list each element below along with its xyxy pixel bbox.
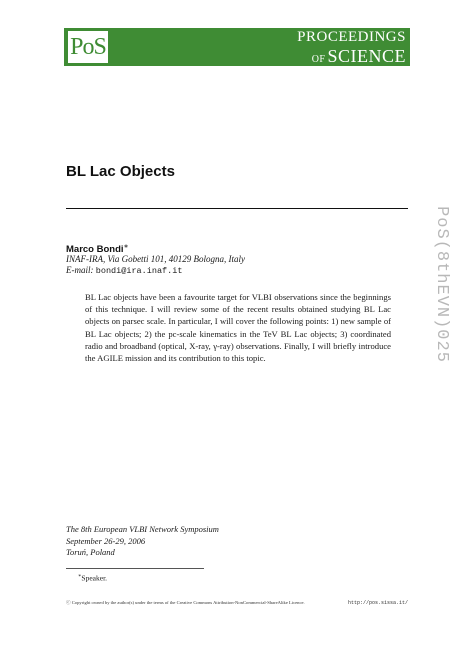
brand-line1: PROCEEDINGS xyxy=(297,29,406,45)
brand-of: OF xyxy=(311,54,326,65)
footnote xyxy=(78,573,107,583)
conference-name: The 8th European VLBI Network Symposium xyxy=(66,524,219,534)
title-rule xyxy=(66,208,408,209)
footnote-mark: ∗ xyxy=(78,574,82,579)
sidebar-identifier xyxy=(429,170,453,400)
pos-url[interactable]: http://pos.sissa.it/ xyxy=(347,600,408,606)
pos-logo xyxy=(66,29,110,65)
conference-info xyxy=(66,524,219,559)
abstract: BL Lac objects have been a favourite target for VLBI observations since the beginnings of this technique. I will review some of the recent results obtained studying BL Lac objects on parsec scale. In particular, I will cover the following points: 1) new sample of BL Lac objects; 2) the pc-scale kinematics in the TeV BL Lac objects; 3) coordinated radio and broadband (optical, X-ray, γ-ray) observations. Finally, I will briefly introduce the AGILE mission and its contribution to this topic. xyxy=(85,292,391,364)
brand-line2 xyxy=(297,47,406,65)
paper-title: BL Lac Objects xyxy=(66,163,175,180)
brand-science: SCIENCE xyxy=(327,46,406,66)
author-email xyxy=(66,265,182,276)
conference-dates: September 26-29, 2006 xyxy=(66,535,146,546)
email-label: E-mail: xyxy=(66,265,94,275)
author-name-text: Marco Bondi xyxy=(66,244,124,256)
brand-title xyxy=(297,30,406,65)
conference-place: Toruń, Poland xyxy=(66,547,115,557)
footnote-rule xyxy=(66,568,204,569)
author-mark: ∗ xyxy=(123,244,129,250)
email-address[interactable]: bondi@ira.inaf.it xyxy=(95,266,183,276)
author-affiliation: INAF-IRA, Via Gobetti 101, 40129 Bologna, Italy xyxy=(66,254,246,264)
sidebar-identifier-text: PoS(8thEVN)025 xyxy=(431,206,451,363)
copyright-notice: ⓒ Copyright owned by the author(s) under the terms of the Creative Commons Attribution-NonCommercial-ShareAlike Licence. xyxy=(66,600,305,605)
logo-text: PoS xyxy=(70,33,106,60)
footnote-text: Speaker. xyxy=(81,573,108,583)
